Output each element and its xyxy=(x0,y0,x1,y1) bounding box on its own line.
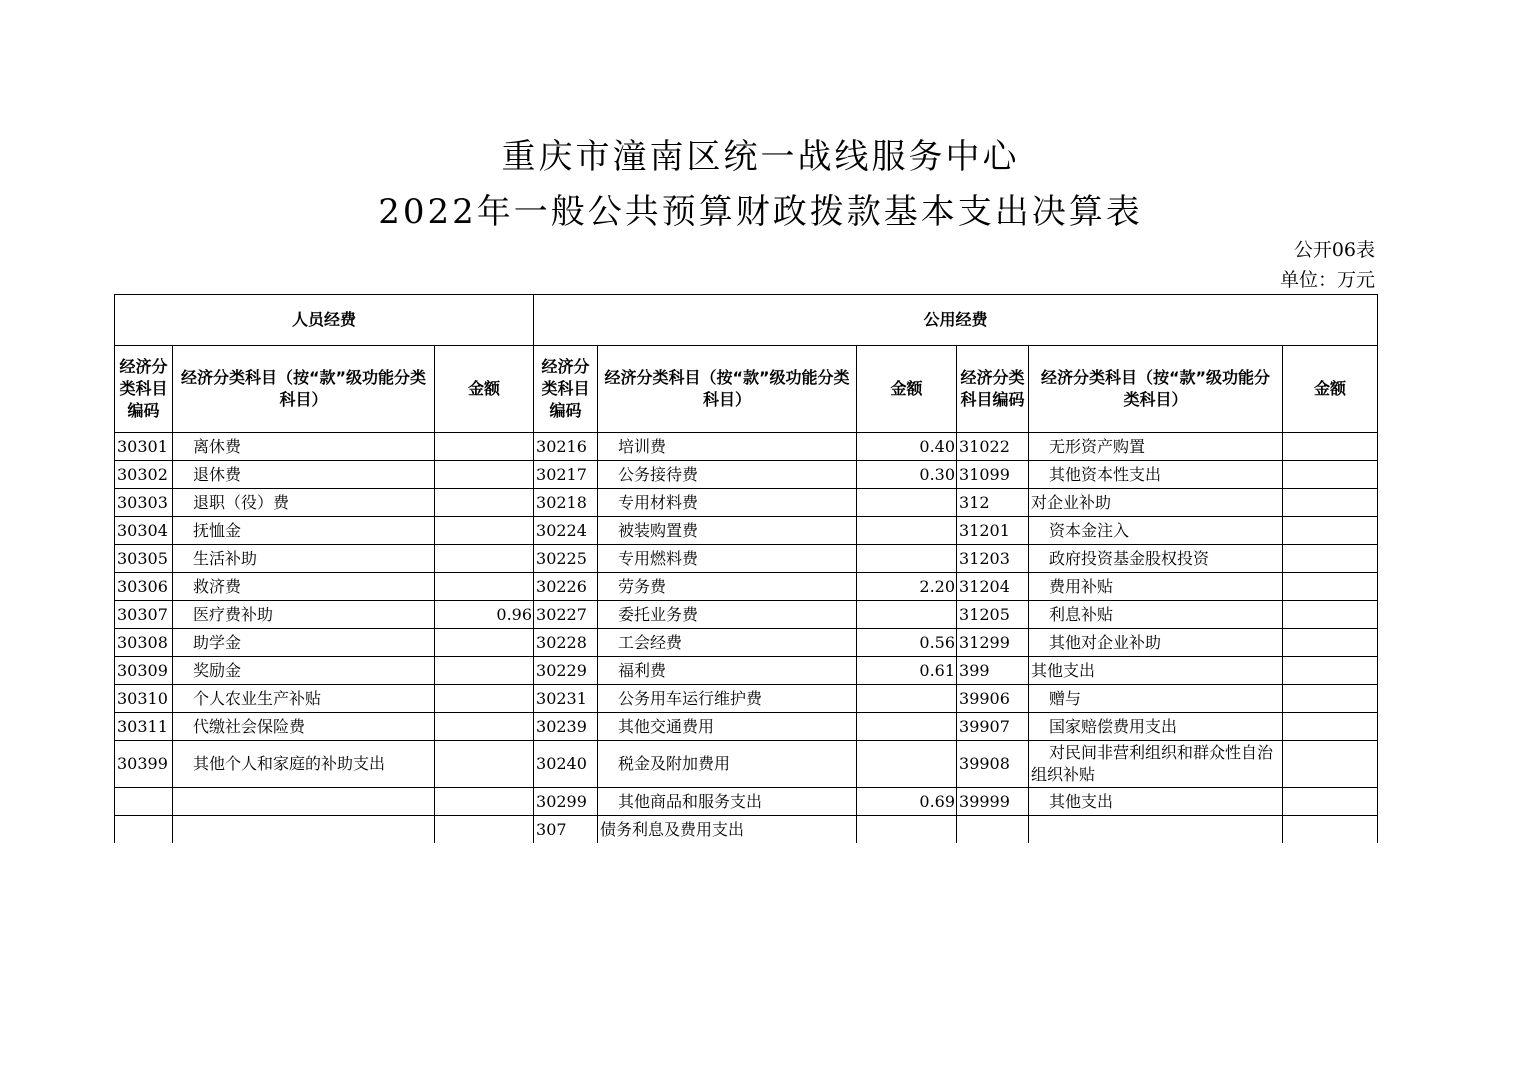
name-cell xyxy=(173,788,435,816)
code-cell: 31204 xyxy=(957,573,1029,601)
amount-cell xyxy=(857,489,957,517)
name-cell: 对企业补助 xyxy=(1029,489,1283,517)
code-cell: 30399 xyxy=(115,741,173,788)
name-cell: 公务用车运行维护费 xyxy=(598,685,857,713)
name-cell: 退职（役）费 xyxy=(173,489,435,517)
code-cell: 30303 xyxy=(115,489,173,517)
name-cell: 离休费 xyxy=(173,433,435,461)
header-code: 经济分类科目编码 xyxy=(115,346,173,433)
amount-cell xyxy=(435,545,534,573)
amount-cell xyxy=(435,517,534,545)
code-cell: 307 xyxy=(534,816,598,844)
name-cell: 专用材料费 xyxy=(598,489,857,517)
amount-cell xyxy=(1283,685,1378,713)
name-cell: 福利费 xyxy=(598,657,857,685)
code-cell: 30218 xyxy=(534,489,598,517)
name-cell: 医疗费补助 xyxy=(173,601,435,629)
code-cell: 31299 xyxy=(957,629,1029,657)
code-cell: 30308 xyxy=(115,629,173,657)
amount-cell: 0.40 xyxy=(857,433,957,461)
name-cell: 其他支出 xyxy=(1029,788,1283,816)
amount-cell xyxy=(1283,657,1378,685)
name-cell: 其他对企业补助 xyxy=(1029,629,1283,657)
amount-cell: 0.56 xyxy=(857,629,957,657)
table-row xyxy=(115,601,1378,629)
table-row xyxy=(115,517,1378,545)
name-cell: 其他交通费用 xyxy=(598,713,857,741)
amount-cell xyxy=(435,489,534,517)
header-name: 经济分类科目（按“款”级功能分类科目） xyxy=(1029,346,1283,433)
amount-cell xyxy=(1283,629,1378,657)
code-cell: 399 xyxy=(957,657,1029,685)
amount-cell xyxy=(435,816,534,844)
name-cell: 对民间非营利组织和群众性自治组织补贴 xyxy=(1029,741,1283,788)
code-cell: 30309 xyxy=(115,657,173,685)
amount-cell: 0.30 xyxy=(857,461,957,489)
amount-cell xyxy=(435,685,534,713)
page-subtitle: 2022年一般公共预算财政拨款基本支出决算表 xyxy=(378,192,1143,232)
name-cell: 助学金 xyxy=(173,629,435,657)
code-cell: 30299 xyxy=(534,788,598,816)
amount-cell xyxy=(435,741,534,788)
code-cell: 30231 xyxy=(534,685,598,713)
name-cell: 费用补贴 xyxy=(1029,573,1283,601)
name-cell: 其他个人和家庭的补助支出 xyxy=(173,741,435,788)
code-cell: 31099 xyxy=(957,461,1029,489)
table-row xyxy=(115,788,1378,816)
header-amount: 金额 xyxy=(435,346,534,433)
name-cell: 公务接待费 xyxy=(598,461,857,489)
header-name: 经济分类科目（按“款”级功能分类科目） xyxy=(173,346,435,433)
amount-cell xyxy=(1283,545,1378,573)
amount-cell xyxy=(1283,433,1378,461)
table-row xyxy=(115,816,1378,844)
name-cell: 其他资本性支出 xyxy=(1029,461,1283,489)
table-number: 公开06表 xyxy=(1293,239,1375,261)
name-cell: 资本金注入 xyxy=(1029,517,1283,545)
code-cell: 30310 xyxy=(115,685,173,713)
amount-cell: 0.96 xyxy=(435,601,534,629)
code-cell xyxy=(957,816,1029,844)
name-cell: 政府投资基金股权投资 xyxy=(1029,545,1283,573)
name-cell: 赠与 xyxy=(1029,685,1283,713)
table-row xyxy=(115,657,1378,685)
amount-cell xyxy=(857,816,957,844)
name-cell: 税金及附加费用 xyxy=(598,741,857,788)
code-cell: 30227 xyxy=(534,601,598,629)
name-cell: 劳务费 xyxy=(598,573,857,601)
code-cell xyxy=(115,816,173,844)
expenditure-table xyxy=(114,294,1378,843)
code-cell: 30305 xyxy=(115,545,173,573)
amount-cell xyxy=(435,461,534,489)
code-cell: 30239 xyxy=(534,713,598,741)
amount-cell xyxy=(1283,517,1378,545)
name-cell: 代缴社会保险费 xyxy=(173,713,435,741)
name-cell: 工会经费 xyxy=(598,629,857,657)
code-cell: 30226 xyxy=(534,573,598,601)
table-row xyxy=(115,573,1378,601)
name-cell: 个人农业生产补贴 xyxy=(173,685,435,713)
table-row xyxy=(115,489,1378,517)
code-cell: 30225 xyxy=(534,545,598,573)
name-cell: 奖励金 xyxy=(173,657,435,685)
name-cell: 利息补贴 xyxy=(1029,601,1283,629)
amount-cell: 0.69 xyxy=(857,788,957,816)
amount-cell xyxy=(1283,573,1378,601)
name-cell: 委托业务费 xyxy=(598,601,857,629)
header-amount: 金额 xyxy=(857,346,957,433)
name-cell: 生活补助 xyxy=(173,545,435,573)
amount-cell xyxy=(1283,601,1378,629)
header-amount: 金额 xyxy=(1283,346,1378,433)
name-cell: 国家赔偿费用支出 xyxy=(1029,713,1283,741)
table-row xyxy=(115,741,1378,788)
code-cell: 31205 xyxy=(957,601,1029,629)
code-cell: 39907 xyxy=(957,713,1029,741)
amount-cell xyxy=(857,741,957,788)
code-cell: 30216 xyxy=(534,433,598,461)
page-title: 重庆市潼南区统一战线服务中心 xyxy=(501,137,1020,177)
group-personnel: 人员经费 xyxy=(115,295,534,346)
amount-cell xyxy=(1283,461,1378,489)
amount-cell xyxy=(1283,816,1378,844)
amount-cell xyxy=(857,601,957,629)
code-cell: 30307 xyxy=(115,601,173,629)
amount-cell xyxy=(435,433,534,461)
code-cell: 30224 xyxy=(534,517,598,545)
amount-cell xyxy=(435,788,534,816)
name-cell: 救济费 xyxy=(173,573,435,601)
code-cell xyxy=(115,788,173,816)
amount-cell xyxy=(435,573,534,601)
code-cell: 30304 xyxy=(115,517,173,545)
table-row xyxy=(115,629,1378,657)
amount-cell xyxy=(435,657,534,685)
amount-cell xyxy=(1283,713,1378,741)
name-cell: 无形资产购置 xyxy=(1029,433,1283,461)
code-cell: 30217 xyxy=(534,461,598,489)
amount-cell xyxy=(857,685,957,713)
code-cell: 31022 xyxy=(957,433,1029,461)
code-cell: 31203 xyxy=(957,545,1029,573)
amount-cell xyxy=(1283,788,1378,816)
name-cell: 培训费 xyxy=(598,433,857,461)
table-row xyxy=(115,433,1378,461)
table-row xyxy=(115,461,1378,489)
name-cell: 抚恤金 xyxy=(173,517,435,545)
amount-cell xyxy=(1283,489,1378,517)
header-code: 经济分类科目编码 xyxy=(534,346,598,433)
group-public: 公用经费 xyxy=(534,295,1378,346)
amount-cell xyxy=(435,713,534,741)
name-cell: 专用燃料费 xyxy=(598,545,857,573)
name-cell xyxy=(173,816,435,844)
header-name: 经济分类科目（按“款”级功能分类科目） xyxy=(598,346,857,433)
code-cell: 30301 xyxy=(115,433,173,461)
table-row xyxy=(115,685,1378,713)
code-cell: 30229 xyxy=(534,657,598,685)
header-code: 经济分类科目编码 xyxy=(957,346,1029,433)
name-cell xyxy=(1029,816,1283,844)
code-cell: 312 xyxy=(957,489,1029,517)
code-cell: 39999 xyxy=(957,788,1029,816)
table-row xyxy=(115,713,1378,741)
unit-label: 单位：万元 xyxy=(1279,269,1375,291)
table-row xyxy=(115,545,1378,573)
amount-cell xyxy=(857,713,957,741)
amount-cell xyxy=(1283,741,1378,788)
code-cell: 39906 xyxy=(957,685,1029,713)
code-cell: 39908 xyxy=(957,741,1029,788)
code-cell: 30240 xyxy=(534,741,598,788)
code-cell: 30311 xyxy=(115,713,173,741)
name-cell: 其他支出 xyxy=(1029,657,1283,685)
name-cell: 债务利息及费用支出 xyxy=(598,816,857,844)
code-cell: 30306 xyxy=(115,573,173,601)
amount-cell: 0.61 xyxy=(857,657,957,685)
amount-cell xyxy=(857,545,957,573)
name-cell: 其他商品和服务支出 xyxy=(598,788,857,816)
code-cell: 31201 xyxy=(957,517,1029,545)
amount-cell xyxy=(857,517,957,545)
code-cell: 30228 xyxy=(534,629,598,657)
name-cell: 被装购置费 xyxy=(598,517,857,545)
name-cell: 退休费 xyxy=(173,461,435,489)
amount-cell: 2.20 xyxy=(857,573,957,601)
amount-cell xyxy=(435,629,534,657)
code-cell: 30302 xyxy=(115,461,173,489)
